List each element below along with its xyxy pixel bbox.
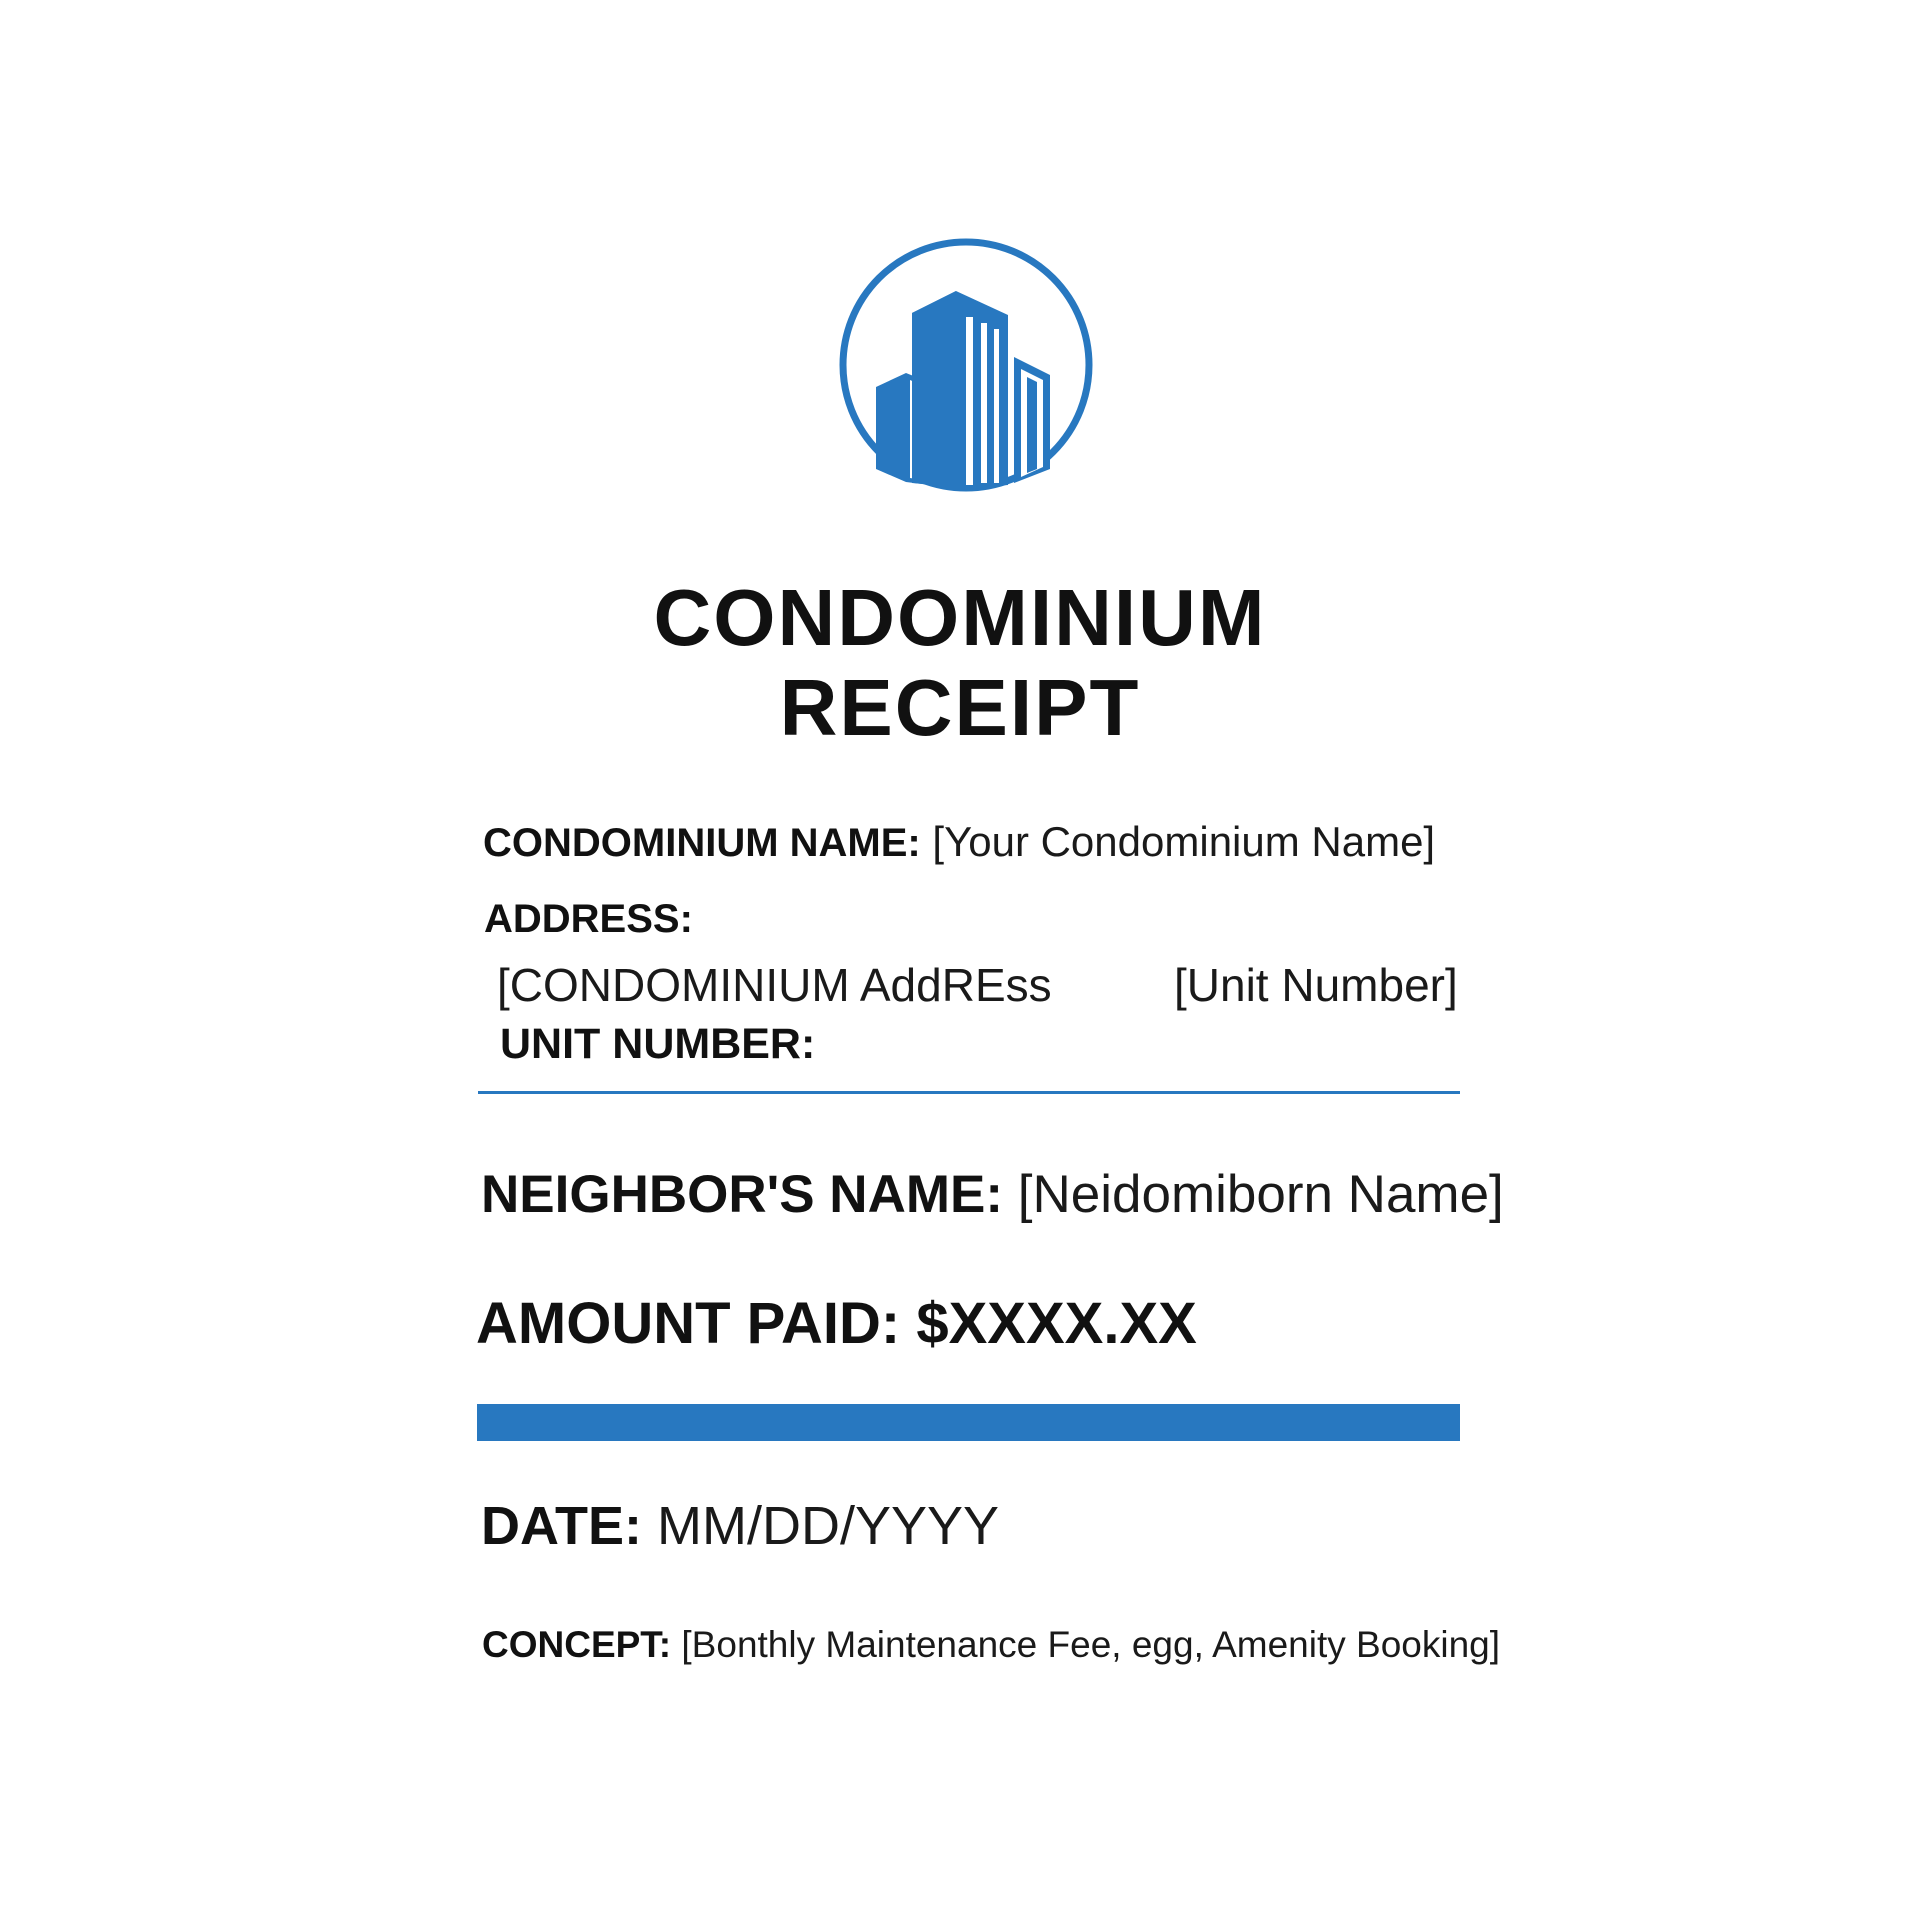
unit-number-value: [Unit Number] bbox=[1174, 959, 1458, 1011]
neighbor-name-label: NEIGHBOR'S NAME: bbox=[481, 1165, 1004, 1224]
unit-number-label: UNIT NUMBER: bbox=[500, 1020, 816, 1068]
receipt-title-line1: CONDOMINIUM bbox=[653, 573, 1267, 662]
neighbor-name-value: [Neidomiborn Name] bbox=[1017, 1165, 1504, 1224]
amount-paid-row bbox=[476, 1290, 1197, 1357]
concept-value: [Bonthly Maintenance Fee, egg, Amenity Booking] bbox=[681, 1624, 1501, 1665]
building-logo-icon bbox=[838, 237, 1094, 493]
address-label: ADDRESS: bbox=[484, 897, 693, 941]
condominium-name-row bbox=[483, 818, 1435, 866]
amount-paid-value: $XXXX.XX bbox=[916, 1291, 1197, 1356]
date-label: DATE: bbox=[481, 1496, 642, 1556]
section-divider-thin bbox=[478, 1091, 1460, 1094]
condominium-name-label: CONDOMINIUM NAME: bbox=[483, 821, 921, 865]
amount-paid-label: AMOUNT PAID: bbox=[476, 1291, 901, 1356]
address-value: [CONDOMINIUM AddREss bbox=[497, 959, 1052, 1011]
receipt-title-line2: RECEIPT bbox=[779, 663, 1141, 752]
section-divider-thick bbox=[477, 1404, 1460, 1441]
concept-label: CONCEPT: bbox=[482, 1624, 672, 1665]
date-value: MM/DD/YYYY bbox=[657, 1496, 1000, 1556]
condominium-name-value: [Your Condominium Name] bbox=[932, 818, 1436, 865]
concept-row bbox=[482, 1624, 1500, 1666]
neighbor-name-row bbox=[481, 1164, 1504, 1225]
date-row bbox=[481, 1495, 999, 1557]
